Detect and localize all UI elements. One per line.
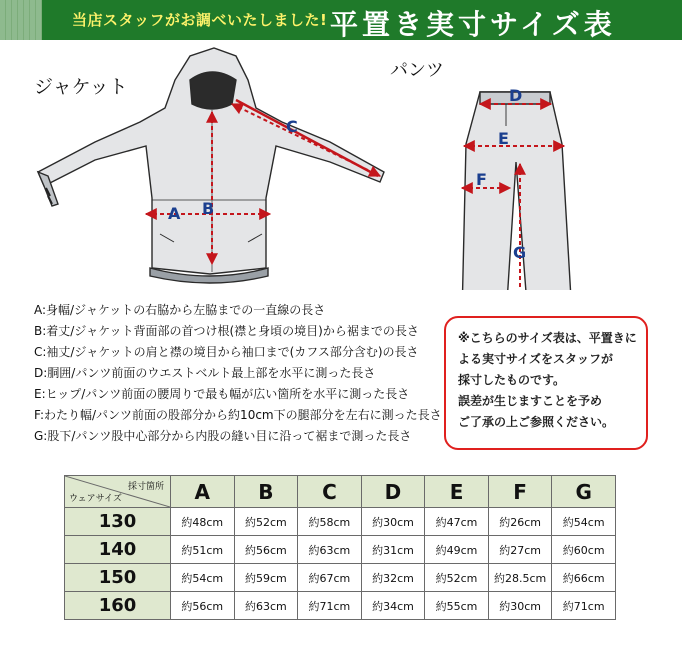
corner-label-size: ウェアサイズ — [69, 494, 122, 504]
definition-c: C:袖丈/ジャケットの肩と襟の境目から袖口まで(カフス部分含む)の長さ — [34, 345, 419, 359]
table-cell: 約52cm — [234, 508, 298, 536]
table-row — [65, 536, 616, 564]
table-cell: 約49cm — [425, 536, 489, 564]
table-cell: 約66cm — [552, 564, 616, 592]
table-cell: 約67cm — [298, 564, 362, 592]
marker-a: A — [168, 204, 181, 223]
size-table — [64, 475, 616, 620]
definition-b: B:着丈/ジャケット背面部の首つけ根(襟と身頃の境目)から裾までの長さ — [34, 324, 419, 338]
table-cell: 約27cm — [488, 536, 552, 564]
size-label: 150 — [65, 564, 171, 592]
table-cell: 約30cm — [488, 592, 552, 620]
header-subtitle: 当店スタッフがお調べいたしました! — [72, 11, 328, 29]
column-header: E — [425, 476, 489, 508]
marker-g: G — [513, 243, 527, 262]
table-cell: 約56cm — [171, 592, 235, 620]
table-header-row — [65, 476, 616, 508]
marker-f: F — [476, 170, 487, 189]
table-cell: 約55cm — [425, 592, 489, 620]
column-header: A — [171, 476, 235, 508]
table-cell: 約52cm — [425, 564, 489, 592]
garment-diagram — [0, 40, 682, 290]
table-cell: 約60cm — [552, 536, 616, 564]
size-label: 160 — [65, 592, 171, 620]
table-row — [65, 508, 616, 536]
pants-label: パンツ — [390, 60, 444, 81]
marker-b: B — [202, 199, 215, 218]
measurement-definitions — [34, 300, 442, 447]
table-cell: 約71cm — [298, 592, 362, 620]
marker-c: C — [286, 117, 298, 136]
note-line: 採寸したものです。 — [458, 373, 566, 387]
corner-label-measure: 採寸箇所 — [127, 482, 164, 492]
note-line: ご了承の上ご参照ください。 — [458, 415, 615, 429]
table-cell: 約30cm — [361, 508, 425, 536]
table-cell: 約54cm — [552, 508, 616, 536]
size-label: 140 — [65, 536, 171, 564]
table-cell: 約32cm — [361, 564, 425, 592]
definition-d: D:胴囲/パンツ前面のウエストベルト最上部を水平に測った長さ — [34, 366, 376, 380]
table-cell: 約51cm — [171, 536, 235, 564]
note-line: よる実寸サイズをスタッフが — [458, 352, 614, 366]
definition-f: F:わたり幅/パンツ前面の股部分から約10cm下の腿部分を左右に測った長さ — [34, 408, 442, 422]
table-cell: 約63cm — [234, 592, 298, 620]
table-cell: 約63cm — [298, 536, 362, 564]
table-cell: 約31cm — [361, 536, 425, 564]
table-cell: 約54cm — [171, 564, 235, 592]
table-row — [65, 564, 616, 592]
measurement-note — [444, 316, 648, 450]
column-header: D — [361, 476, 425, 508]
table-cell: 約56cm — [234, 536, 298, 564]
column-header: C — [298, 476, 362, 508]
column-header: B — [234, 476, 298, 508]
marker-e: E — [498, 129, 509, 148]
table-row — [65, 592, 616, 620]
table-cell: 約28.5cm — [488, 564, 552, 592]
ruler-decoration — [0, 0, 42, 40]
table-cell: 約26cm — [488, 508, 552, 536]
definition-e: E:ヒップ/パンツ前面の腰周りで最も幅が広い箇所を水平に測った長さ — [34, 387, 410, 401]
definition-a: A:身幅/ジャケットの右脇から左脇までの一直線の長さ — [34, 303, 326, 317]
table-cell: 約59cm — [234, 564, 298, 592]
jacket-label: ジャケット — [34, 76, 128, 98]
definition-g: G:股下/パンツ股中心部分から内股の縫い目に沿って裾まで測った長さ — [34, 429, 412, 443]
size-label: 130 — [65, 508, 171, 536]
note-line: ※こちらのサイズ表は、平置きに — [458, 331, 637, 345]
table-cell: 約58cm — [298, 508, 362, 536]
table-cell: 約48cm — [171, 508, 235, 536]
marker-d: D — [509, 86, 523, 105]
header-banner — [0, 0, 682, 40]
table-cell: 約71cm — [552, 592, 616, 620]
page-title: 平置き実寸サイズ表 — [330, 8, 616, 41]
table-cell: 約34cm — [361, 592, 425, 620]
note-line: 誤差が生じますことを予め — [458, 394, 603, 408]
column-header: F — [488, 476, 552, 508]
table-corner-cell — [65, 476, 171, 508]
table-cell: 約47cm — [425, 508, 489, 536]
column-header: G — [552, 476, 616, 508]
